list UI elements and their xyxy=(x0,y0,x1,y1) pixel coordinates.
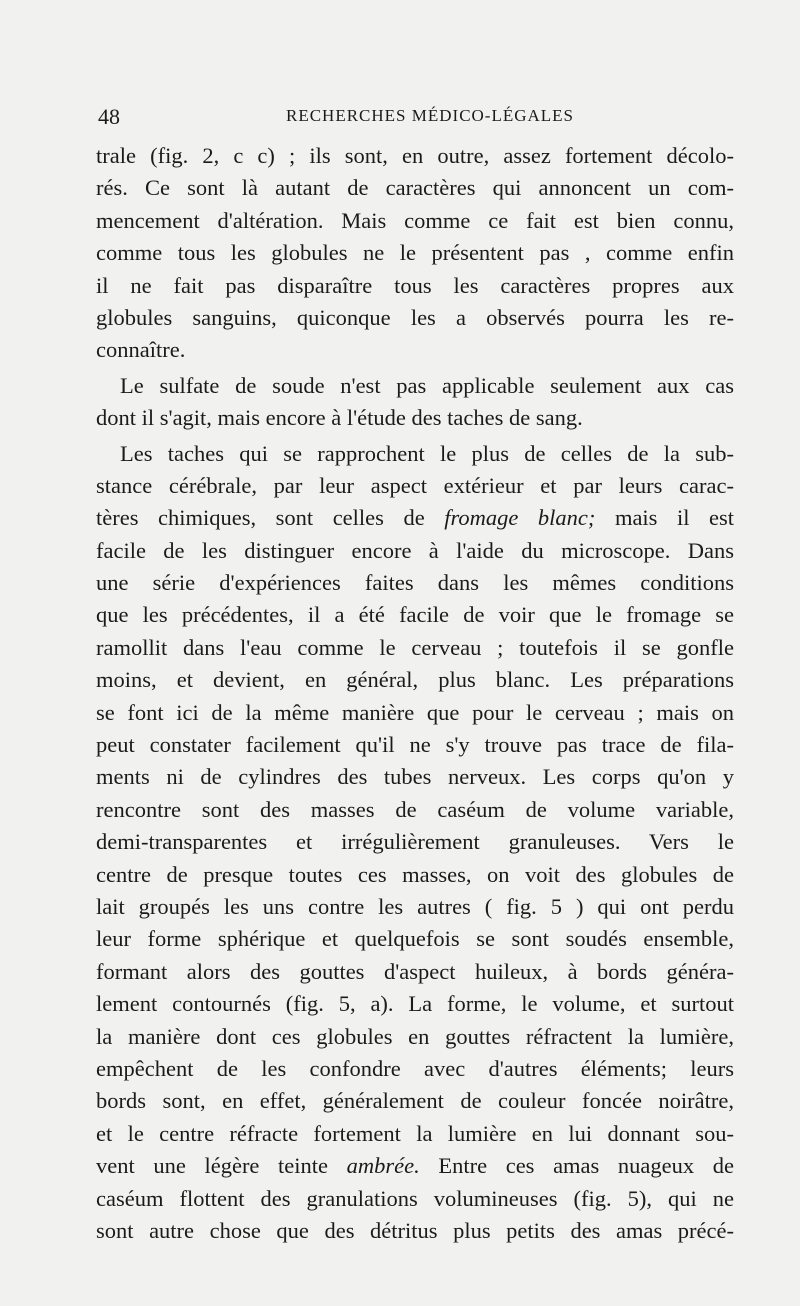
text-line: demi-transparentes et irrégulièrement granuleuses. Vers le xyxy=(96,829,734,855)
text-line-with-italic xyxy=(96,502,734,534)
text-run: mais il est xyxy=(595,505,734,531)
running-title: RECHERCHES MÉDICO-LÉGALES xyxy=(285,106,575,125)
text-run: Entre ces amas nuageux de xyxy=(419,1153,734,1179)
text-line: moins, et devient, en général, plus blanc. Les préparations xyxy=(96,667,734,693)
text-line: une série d'expériences faites dans les mêmes conditions xyxy=(96,570,734,596)
text-line: lement contournés (fig. 5, a). La forme, le volume, et surtout xyxy=(96,991,734,1017)
text-line: que les précédentes, il a été facile de voir que le fromage se xyxy=(96,602,734,628)
text-line: facile de les distinguer encore à l'aide du microscope. Dans xyxy=(96,537,734,563)
text-line: trale (fig. 2, c c) ; ils sont, en outre, assez fortement décolo- xyxy=(96,143,734,168)
text-line: globules sanguins, quiconque les a observés pourra les re- xyxy=(96,304,734,330)
text-line-with-italic xyxy=(96,1150,734,1182)
text-line: formant alors des gouttes d'aspect huileux, à bords généra- xyxy=(96,958,734,984)
text-line: Les taches qui se rapprochent le plus de celles de la sub- xyxy=(120,440,734,466)
text-line: empêchent de les confondre avec d'autres éléments; leurs xyxy=(96,1055,734,1081)
text-line: leur forme sphérique et quelquefois se sont soudés ensemble, xyxy=(96,926,734,952)
text-line: sont autre chose que des détritus plus petits des amas précé- xyxy=(96,1217,734,1243)
text-line: la manière dont ces globules en gouttes réfractent la lumière, xyxy=(96,1023,734,1049)
page-header xyxy=(98,104,732,134)
text-run: tères chimiques, sont celles de xyxy=(96,505,445,531)
text-line: rencontre sont des masses de caséum de volume variable, xyxy=(96,796,734,822)
text-line: ments ni de cylindres des tubes nerveux. Les corps qu'on y xyxy=(96,764,734,790)
text-line: bords sont, en effet, généralement de couleur foncée noirâtre, xyxy=(96,1088,734,1114)
text-line: mencement d'altération. Mais comme ce fait est bien connu, xyxy=(96,207,734,233)
text-line: centre de presque toutes ces masses, on voit des globules de xyxy=(96,861,734,887)
text-line: il ne fait pas disparaître tous les caractères propres aux xyxy=(96,272,734,298)
body-text xyxy=(96,140,734,1247)
page-number: 48 xyxy=(98,104,120,129)
text-line: ramollit dans l'eau comme le cerveau ; toutefois il se gonfle xyxy=(96,634,734,660)
text-line: et le centre réfracte fortement la lumière en lui donnant sou- xyxy=(96,1120,734,1146)
italic-term: fromage blanc; xyxy=(444,505,596,531)
text-line: Le sulfate de soude n'est pas applicable seulement aux cas xyxy=(120,372,734,398)
text-line: se font ici de la même manière que pour le cerveau ; mais on xyxy=(96,699,734,725)
text-line: lait groupés les uns contre les autres ( fig. 5 ) qui ont perdu xyxy=(96,893,734,919)
text-line: rés. Ce sont là autant de caractères qui annoncent un com- xyxy=(96,175,734,201)
text-line: comme tous les globules ne le présentent pas , comme enfin xyxy=(96,240,734,266)
text-line: peut constater facilement qu'il ne s'y trouve pas trace de fila- xyxy=(96,732,734,758)
italic-term: ambrée. xyxy=(346,1153,420,1179)
text-line: stance cérébrale, par leur aspect extérieur et par leurs carac- xyxy=(96,472,734,498)
text-line: caséum flottent des granulations volumineuses (fig. 5), qui ne xyxy=(96,1185,734,1211)
text-line: connaître. xyxy=(96,337,186,363)
text-run: vent une légère teinte xyxy=(96,1153,347,1179)
text-line: dont il s'agit, mais encore à l'étude des taches de sang. xyxy=(96,405,583,431)
